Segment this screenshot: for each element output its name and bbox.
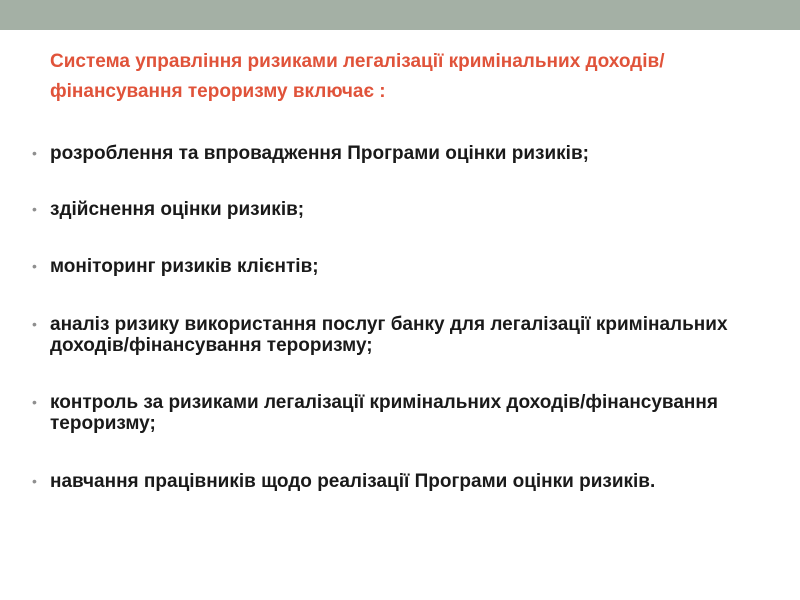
bullet-item xyxy=(32,314,765,356)
bullet-text: навчання працівників щодо реалізації Програми оцінки ризиків. xyxy=(50,471,656,492)
bullet-item xyxy=(32,199,765,220)
bullet-text: контроль за ризиками легалізації кримінальних доходів/фінансування тероризму; xyxy=(50,392,718,434)
bullet-marker: • xyxy=(32,145,37,161)
bullet-text: розроблення та впровадження Програми оцінки ризиків; xyxy=(50,143,589,164)
bullet-text: аналіз ризику використання послуг банку для легалізації кримінальних доходів/фінансування тероризму; xyxy=(50,314,728,356)
bullet-item xyxy=(32,392,765,434)
bullet-marker: • xyxy=(32,473,37,489)
bullet-marker: • xyxy=(32,258,37,274)
bullet-marker: • xyxy=(32,394,37,410)
bullet-text: здійснення оцінки ризиків; xyxy=(50,199,305,220)
slide-title: Система управління ризиками легалізації кримінальних доходів/фінансування тероризму включає : xyxy=(50,51,665,102)
bullet-marker: • xyxy=(32,316,37,332)
bullet-item xyxy=(32,143,765,164)
bullet-text: моніторинг ризиків клієнтів; xyxy=(50,256,319,277)
bullet-marker: • xyxy=(32,201,37,217)
bullet-item xyxy=(32,471,765,492)
bullet-item xyxy=(32,256,765,277)
